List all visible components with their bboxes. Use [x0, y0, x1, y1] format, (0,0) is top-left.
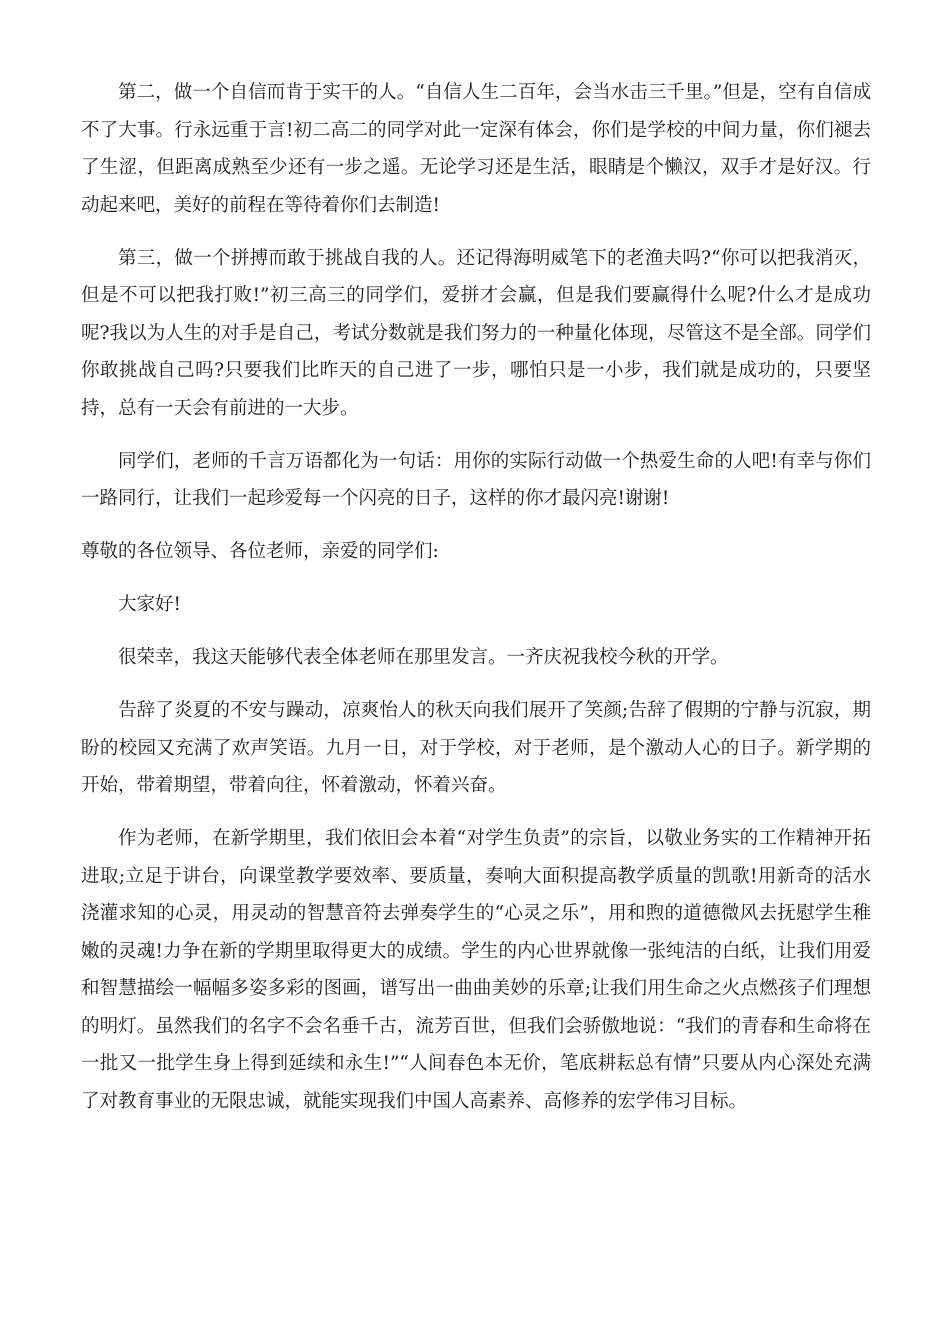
paragraph-second-point: 第二，做一个自信而肯于实干的人。“自信人生二百年，会当水击三千里。”但是，空有自信成不了大事。行永远重于言!初二高二的同学对此一定深有体会，你们是学校的中间力量，你们褪去了生涩，但距离成熟至少还有一步之遥。无论学习还是生活，眼睛是个懒汉，双手才是好汉。行动起来吧，美好的前程在等待着你们去制造! [81, 82, 871, 216]
paragraph-closing: 同学们，老师的千言万语都化为一句话：用你的实际行动做一个热爱生命的人吧!有幸与你们一路同行，让我们一起珍爱每一个闪亮的日子，这样的你才最闪亮!谢谢! [81, 450, 871, 509]
paragraph-intro: 很荣幸，我这天能够代表全体老师在那里发言。一齐庆祝我校今秋的开学。 [118, 647, 729, 668]
paragraph-teacher-pledge: 作为老师，在新学期里，我们依旧会本着“对学生负责”的宗旨，以敬业务实的工作精神开拓进取;立足于讲台，向课堂教学要效率、要质量，奏响大面积提高教学质量的凯歌!用新奇的活水浇灌求知的心灵，用灵动的智慧音符去弹奏学生的“心灵之乐”，用和煦的道德微风去抚慰学生稚嫩的灵魂!力争在新的学期里取得更大的成绩。学生的内心世界就像一张纯洁的白纸，让我们用爱和智慧描绘一幅幅多姿多彩的图画，谱写出一曲曲美妙的乐章;让我们用生命之火点燃孩子们理想的明灯。虽然我们的名字不会名垂千古，流芳百世，但我们会骄傲地说：“我们的青春和生命将在一批又一批学生身上得到延续和永生!”“人间春色本无价，笔底耕耘总有情”只要从内心深处充满了对教育事业的无限忠诚，就能实现我们中国人高素养、高修养的宏学伟习目标。 [81, 828, 871, 1112]
paragraph-third-point: 第三，做一个拼搏而敢于挑战自我的人。还记得海明威笔下的老渔夫吗?“你可以把我消灭，但是不可以把我打败!”初三高三的同学们，爱拼才会赢，但是我们要赢得什么呢?什么才是成功呢?我以为人生的对手是自己，考试分数就是我们努力的一种量化体现，尽管这不是全部。同学们你敢挑战自己吗?只要我们比昨天的自己进了一步，哪怕只是一小步，我们就是成功的，只要坚持，总有一天会有前进的一大步。 [81, 247, 871, 419]
document-page [81, 74, 871, 1136]
paragraph-autumn: 告辞了炎夏的不安与躁动，凉爽怡人的秋天向我们展开了笑颜;告辞了假期的宁静与沉寂，期盼的校园又充满了欢声笑语。九月一日，对于学校，对于老师，是个激动人心的日子。新学期的开始，带着期望，带着向往，怀着激动，怀着兴奋。 [81, 700, 871, 796]
salutation: 尊敬的各位领导、各位老师，亲爱的同学们: [81, 541, 439, 562]
greeting: 大家好! [118, 594, 181, 615]
